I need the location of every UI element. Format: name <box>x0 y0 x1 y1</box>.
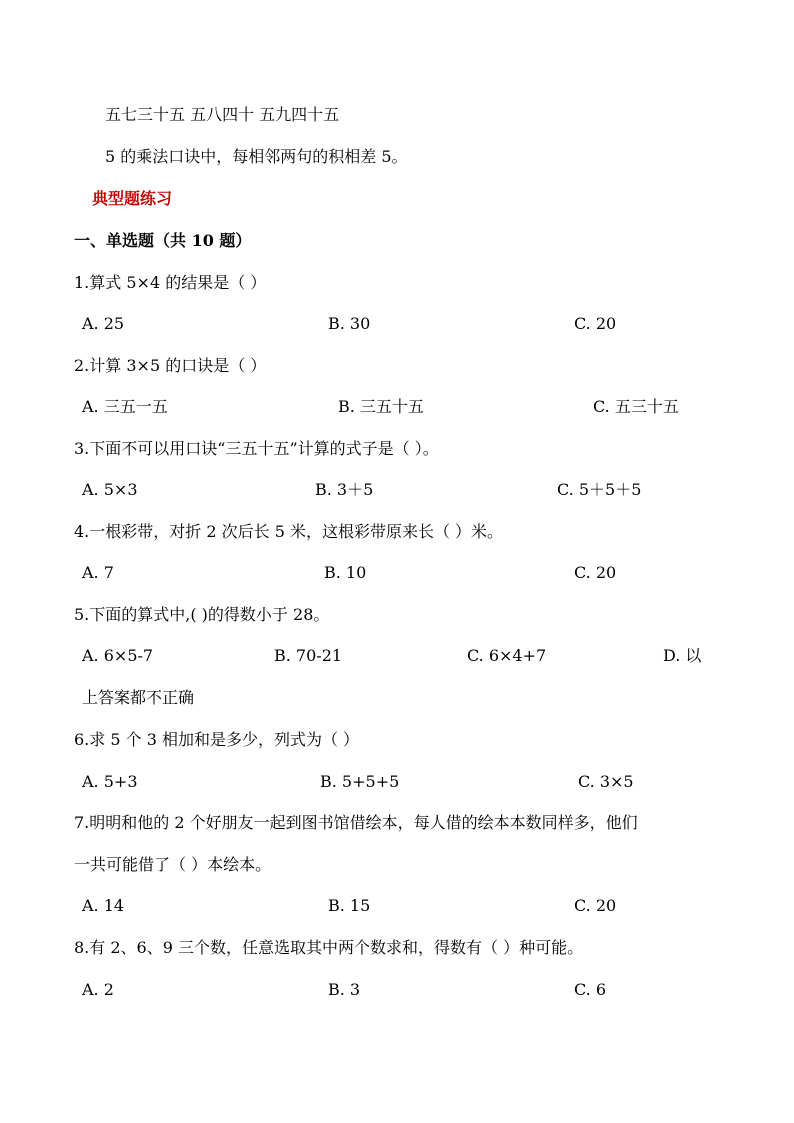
question-options <box>82 771 722 793</box>
option-a: A. 三五一五 <box>82 397 168 416</box>
question-stem: 7.明明和他的 2 个好朋友一起到图书馆借绘本，每人借的绘本本数同样多，他们 <box>74 813 638 832</box>
option-b: B. 15 <box>328 896 371 915</box>
option-b: B. 10 <box>324 563 367 582</box>
option-b: B. 3＋5 <box>315 480 374 499</box>
option-a: A. 6×5-7 <box>82 646 154 665</box>
intro-line-1: 五七三十五 五八四十 五九四十五 <box>105 105 340 124</box>
option-b: B. 5+5+5 <box>320 772 400 791</box>
question-options <box>82 895 722 917</box>
intro-line-2: 5 的乘法口诀中，每相邻两句的积相差 5。 <box>105 147 408 166</box>
question-stem: 4.一根彩带，对折 2 次后长 5 米，这根彩带原来长（ ）米。 <box>74 522 504 541</box>
question-options <box>82 396 722 418</box>
question-stem: 1.算式 5×4 的结果是（ ） <box>74 273 267 292</box>
question-stem-continued: 一共可能借了（ ）本绘本。 <box>74 855 272 874</box>
question-stem: 3.下面不可以用口诀“三五十五”计算的式子是（ ）。 <box>74 439 439 458</box>
option-a: A. 2 <box>82 980 114 999</box>
question-options <box>82 979 722 1001</box>
option-b: B. 30 <box>328 314 371 333</box>
option-b: B. 三五十五 <box>338 397 424 416</box>
option-b: B. 3 <box>328 980 361 999</box>
question-stem: 8.有 2、6、9 三个数，任意选取其中两个数求和，得数有（ ）种可能。 <box>74 938 584 957</box>
option-c: C. 五三十五 <box>593 397 679 416</box>
question-options <box>82 645 722 667</box>
option-d: D. 以 <box>663 646 702 665</box>
question-options <box>82 479 722 501</box>
question-stem: 6.求 5 个 3 相加和是多少，列式为（ ） <box>74 730 360 749</box>
question-options <box>82 562 722 584</box>
option-a: A. 5+3 <box>82 772 138 791</box>
option-a: A. 5×3 <box>82 480 138 499</box>
option-a: A. 7 <box>82 563 114 582</box>
part-heading: 一、单选题（共 10 题） <box>74 231 252 250</box>
question-stem: 5.下面的算式中,( )的得数小于 28。 <box>74 605 330 624</box>
section-title: 典型题练习 <box>92 189 173 208</box>
option-b: B. 70-21 <box>274 646 343 665</box>
option-c: C. 20 <box>574 896 617 915</box>
question-stem: 2.计算 3×5 的口诀是（ ） <box>74 356 267 375</box>
option-c: C. 5＋5＋5 <box>557 480 642 499</box>
option-a: A. 25 <box>82 314 125 333</box>
option-c: C. 6×4+7 <box>467 646 547 665</box>
question-options <box>82 313 722 335</box>
option-c: C. 20 <box>574 314 617 333</box>
option-c: C. 20 <box>574 563 617 582</box>
option-a: A. 14 <box>82 896 125 915</box>
option-c: C. 3×5 <box>578 772 634 791</box>
option-c: C. 6 <box>574 980 607 999</box>
option-continuation: 上答案都不正确 <box>82 688 195 707</box>
